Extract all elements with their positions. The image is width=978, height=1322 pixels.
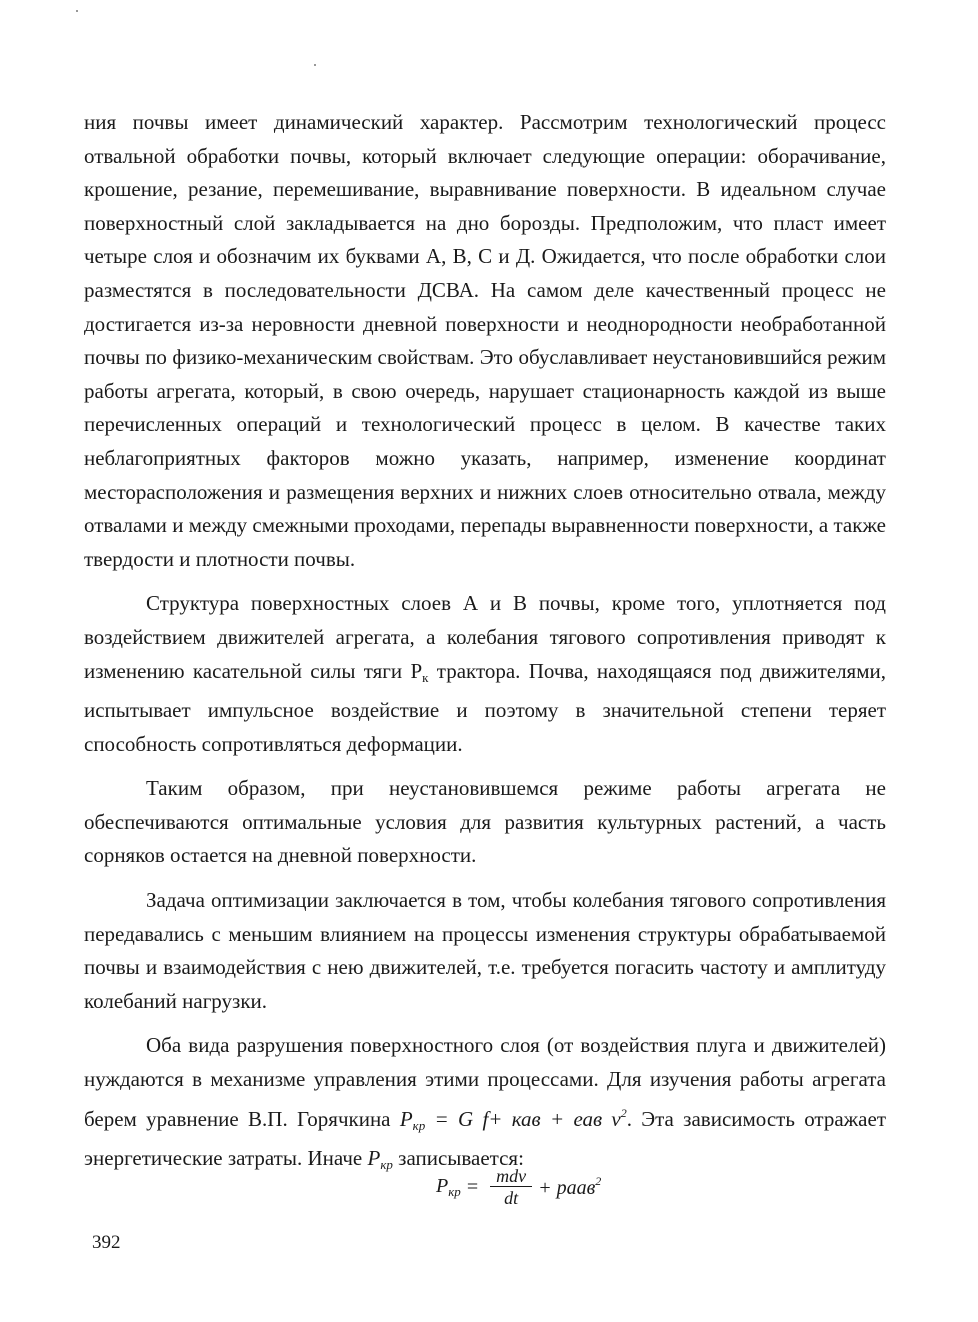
page-number: 392 xyxy=(92,1232,121,1253)
fraction-denominator: dt xyxy=(504,1187,519,1208)
formula-rhs: + раав$^2$ xyxy=(538,1174,602,1199)
body-text xyxy=(84,106,886,1182)
fraction-numerator: mdv xyxy=(496,1165,527,1186)
scan-speck xyxy=(76,10,78,12)
paragraph-3: Таким образом, при неустановившемся режиме работы агрегата не обеспечиваются оптимальные условия для развития культурных растений, а часть сорняков остается на дневной поверхности. xyxy=(84,776,886,868)
inline-symbol-pkr: $P_{кр}$ xyxy=(367,1146,393,1173)
inline-formula-goryachkin: $P_{кр} = G$ f+ кав + еав $v^2$ xyxy=(399,1105,627,1133)
display-formula xyxy=(436,1162,601,1212)
formula-fraction xyxy=(490,1166,532,1209)
scan-speck xyxy=(314,64,316,66)
paragraph-1: ния почвы имеет динамический характер. Рассмотрим технологический процесс отвальной обработки почвы, который включает следующие операции: оборачивание, крошение, резание, перемешивание, выравнивание поверхности. В идеальном случае поверхностный слой закладывается на дно борозды. Предположим, что пласт имеет четыре слоя и обозначим их буквами А, В, С и Д. Ожидается, что после обработки слои разместятся в последовательности ДСВА. На самом деле качественный процесс не достигается из-за неровности дневной поверхности и неоднородности необработанной почвы по физико-механическим свойствам. Это обуславливает неустановившийся режим работы агрегата, который, в свою очередь, нарушает стационарность каждой из выше перечисленных операций и технологический процесс в целом. В качестве таких неблагоприятных факторов можно указать, например, изменение координат месторасположения и размещения верхних и нижних слоев относительно отвала, между отвалами и между смежными проходами, перепады выравненности поверхности, а также твердости и плотности почвы. xyxy=(84,110,886,571)
paragraph-5: Оба вида разрушения поверхностного слоя (от воздействия плуга и движителей) нуждаются в механизме управления этими процессами. Для изучения работы агрегата берем уравнение В.П. Горячкина $P_{кр} = G$ f+ кав + еав $v^2$. Эта зависимость отражает энергетические затраты. Иначе $P_{кр}$ записывается: xyxy=(84,1033,886,1173)
paragraph-4: Задача оптимизации заключается в том, чтобы колебания тягового сопротивления передавались с меньшим влиянием на процессы изменения структуры обрабатываемой почвы и взаимодействия с нею движителей, т.е. требуется погасить частоту и амплитуду колебаний нагрузки. xyxy=(84,888,886,1013)
formula-equals: = xyxy=(466,1175,479,1198)
formula-lhs: $P_{кр}$ xyxy=(436,1174,461,1199)
paragraph-2: Структура поверхностных слоев А и В почвы, кроме того, уплотняется под воздействием движителей агрегата, а колебания тягового сопротивления приводят к изменению касательной силы тяги $Р_к$ трактора. Почва, находящаяся под движителями, испытывает импульсное воздействие и поэтому в значительной степени теряет способность сопротивляться деформации. xyxy=(84,591,886,756)
